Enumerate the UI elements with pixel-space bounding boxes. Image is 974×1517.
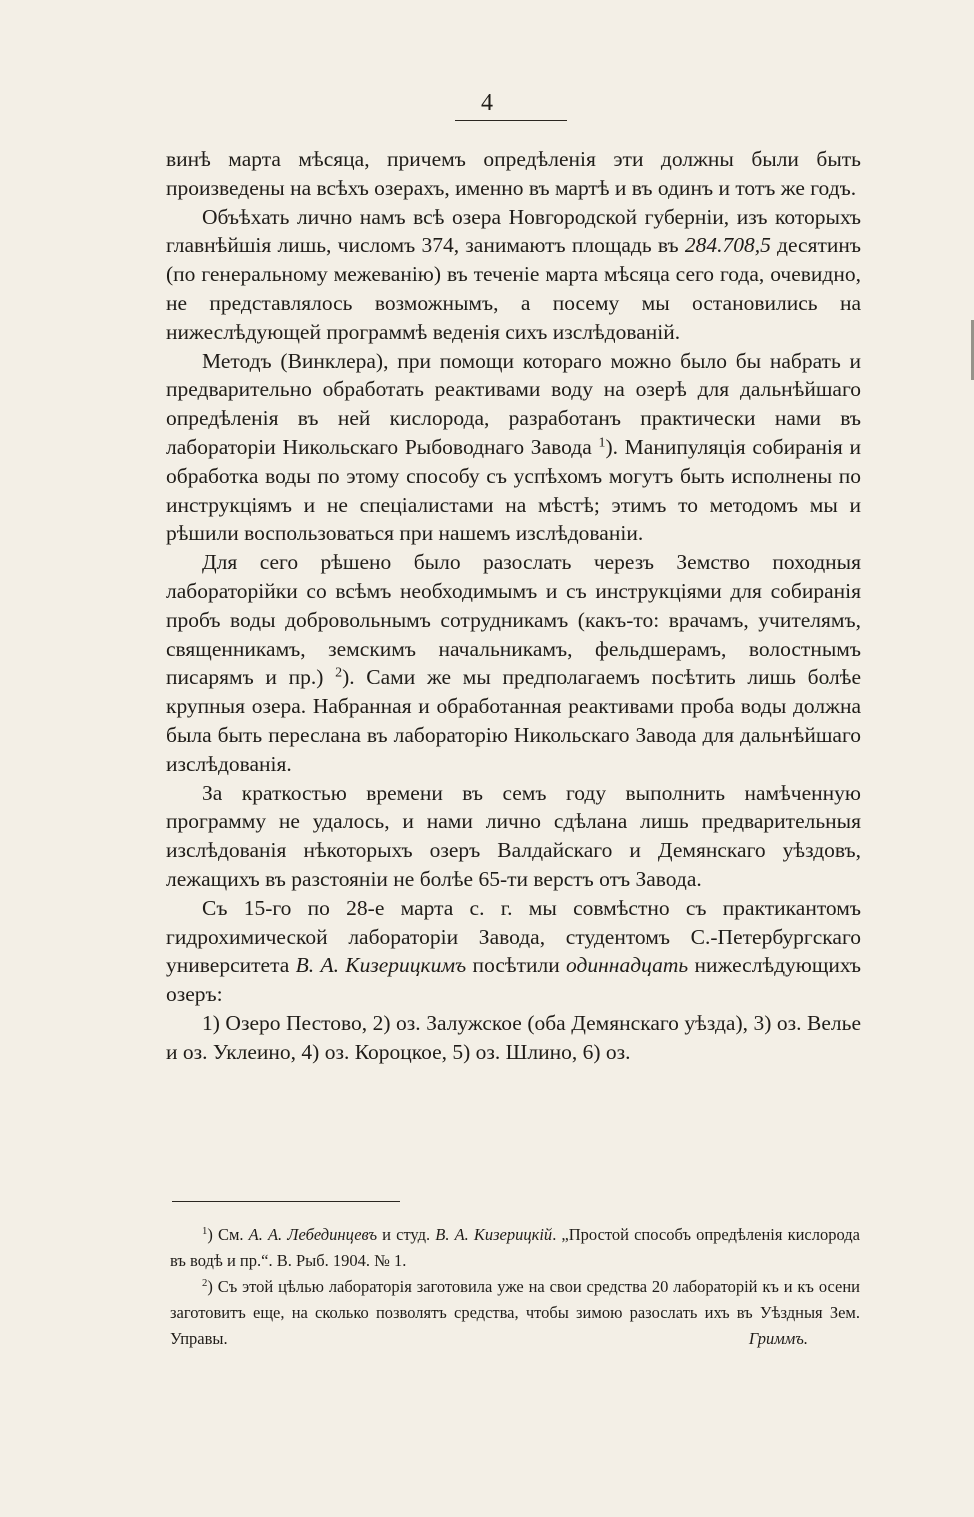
lake-count: одиннадцать	[566, 953, 689, 978]
lake-list: 1) Озеро Пестово, 2) оз. Залужское (оба Демянскаго уѣзда), 3) оз. Велье и оз. Уклеино, 4) оз. Короцкое, 5) оз. Шлино, 6) оз.	[166, 1010, 861, 1064]
page-number: 4	[481, 90, 493, 116]
paragraph-2-text-b: десятинъ (по генеральному межеванію) въ теченіе марта мѣсяца сего года, очевидно, не представлялось возможнымъ, а посему мы остановились на нижеслѣдующей программѣ веденія сихъ изслѣдованій.	[166, 233, 861, 344]
footnote-1-mark: 1	[202, 1225, 208, 1238]
paragraph-5: За краткостью времени въ семъ году выполнить намѣченную программу не удалось, и нами лично сдѣлана лишь предварительныя изслѣдованія нѣкоторыхъ озеръ Валдайскаго и Демянскаго уѣздовъ, лежащихъ въ разстояніи не болѣе 65-ти верстъ отъ Завода.	[166, 780, 861, 891]
paragraph-1: винѣ марта мѣсяца, причемъ опредѣленія эти должны были быть произведены на всѣхъ озерахъ, именно въ мартѣ и въ одинъ и тотъ же годъ.	[166, 147, 861, 200]
area-value: 284.708,5	[684, 233, 771, 258]
paragraph-3	[166, 347, 861, 549]
footnote-ref-1: 1	[598, 435, 606, 451]
footnote-2	[170, 1274, 860, 1352]
paragraph-4	[166, 548, 861, 778]
body-text	[166, 145, 861, 1067]
page-number-rule	[455, 120, 567, 121]
footnote-1-author-1: А. А. Лебединцевъ	[248, 1225, 378, 1244]
footnote-1-author-2: В. А. Кизерицкій	[435, 1225, 553, 1244]
footnote-2-mark: 2	[202, 1277, 208, 1290]
paragraph-3-text-b: ). Манипуляція собиранія и обработка воды по этому способу съ успѣхомъ могутъ быть исполнены по инструкціямъ и не спеціалистами на мѣстѣ; этимъ то методомъ мы и рѣшили воспользоваться при нашемъ изслѣдованіи.	[166, 434, 861, 546]
paragraph-2	[166, 203, 861, 347]
footnote-2-signature: Гриммъ.	[748, 1329, 808, 1348]
paragraph-4-text-b: ). Сами же мы предполагаемъ посѣтить лишь болѣе крупныя озера. Набранная и обработанная реактивами проба воды должна была быть переслана въ лабораторію Никольскаго Завода для дальнѣйшаго изслѣдованія.	[166, 665, 861, 776]
student-name: В. А. Кизерицкимъ	[295, 953, 467, 978]
paragraph-6-text-a: Съ 15-го по 28-е марта с. г. мы совмѣстно съ практикантомъ гидрохимической лабораторіи Завода, студентомъ С.-Петербургскаго университета	[166, 895, 861, 978]
footnote-1-text-c: . „Простой способъ опредѣленія кислорода въ водѣ и пр.“. В. Рыб. 1904. № 1.	[170, 1225, 860, 1270]
paragraph-6-text-b: посѣтили	[466, 953, 567, 978]
paragraph-6-text-c: нижеслѣдующихъ озеръ:	[166, 953, 861, 1007]
paragraph-2-text-a: Объѣхать лично намъ всѣ озера Новгородской губерніи, изъ которыхъ главнѣйшія лишь, числомъ 374, занимаютъ площадь въ	[166, 204, 861, 258]
footnote-ref-2: 2	[335, 665, 343, 681]
footnote-rule	[172, 1201, 400, 1202]
footnote-1-text-a: ) См.	[207, 1225, 249, 1244]
footnotes	[170, 1222, 860, 1352]
paragraph-6	[166, 894, 861, 1009]
footnote-2-text: ) Съ этой цѣлью лабораторія заготовила уже на свои средства 20 лабораторій къ и къ осени заготовитъ еще, на сколько позволятъ средства, чтобы зимою разослать ихъ въ Уѣздныя Зем. Управы.	[170, 1277, 860, 1348]
paragraph-3-text-a: Методъ (Винклера), при помощи котораго можно было бы набрать и предварительно обработать реактивами воду на озерѣ для дальнѣйшаго опредѣленія въ ней кислорода, разработанъ практически нами въ лабораторіи Никольскаго Рыбоводнаго Завода	[166, 348, 861, 459]
footnote-1	[170, 1222, 860, 1274]
paragraph-4-text-a: Для сего рѣшено было разослать черезъ Земство походныя лабораторійки со всѣмъ необходимымъ и съ инструкціями для собиранія пробъ воды добровольнымъ сотрудникамъ (какъ-то: врачамъ, учителямъ, священникамъ, земскимъ начальникамъ, фельдшерамъ, волостнымъ писарямъ и пр.)	[166, 550, 861, 690]
footnote-1-text-b: и студ.	[377, 1225, 436, 1244]
